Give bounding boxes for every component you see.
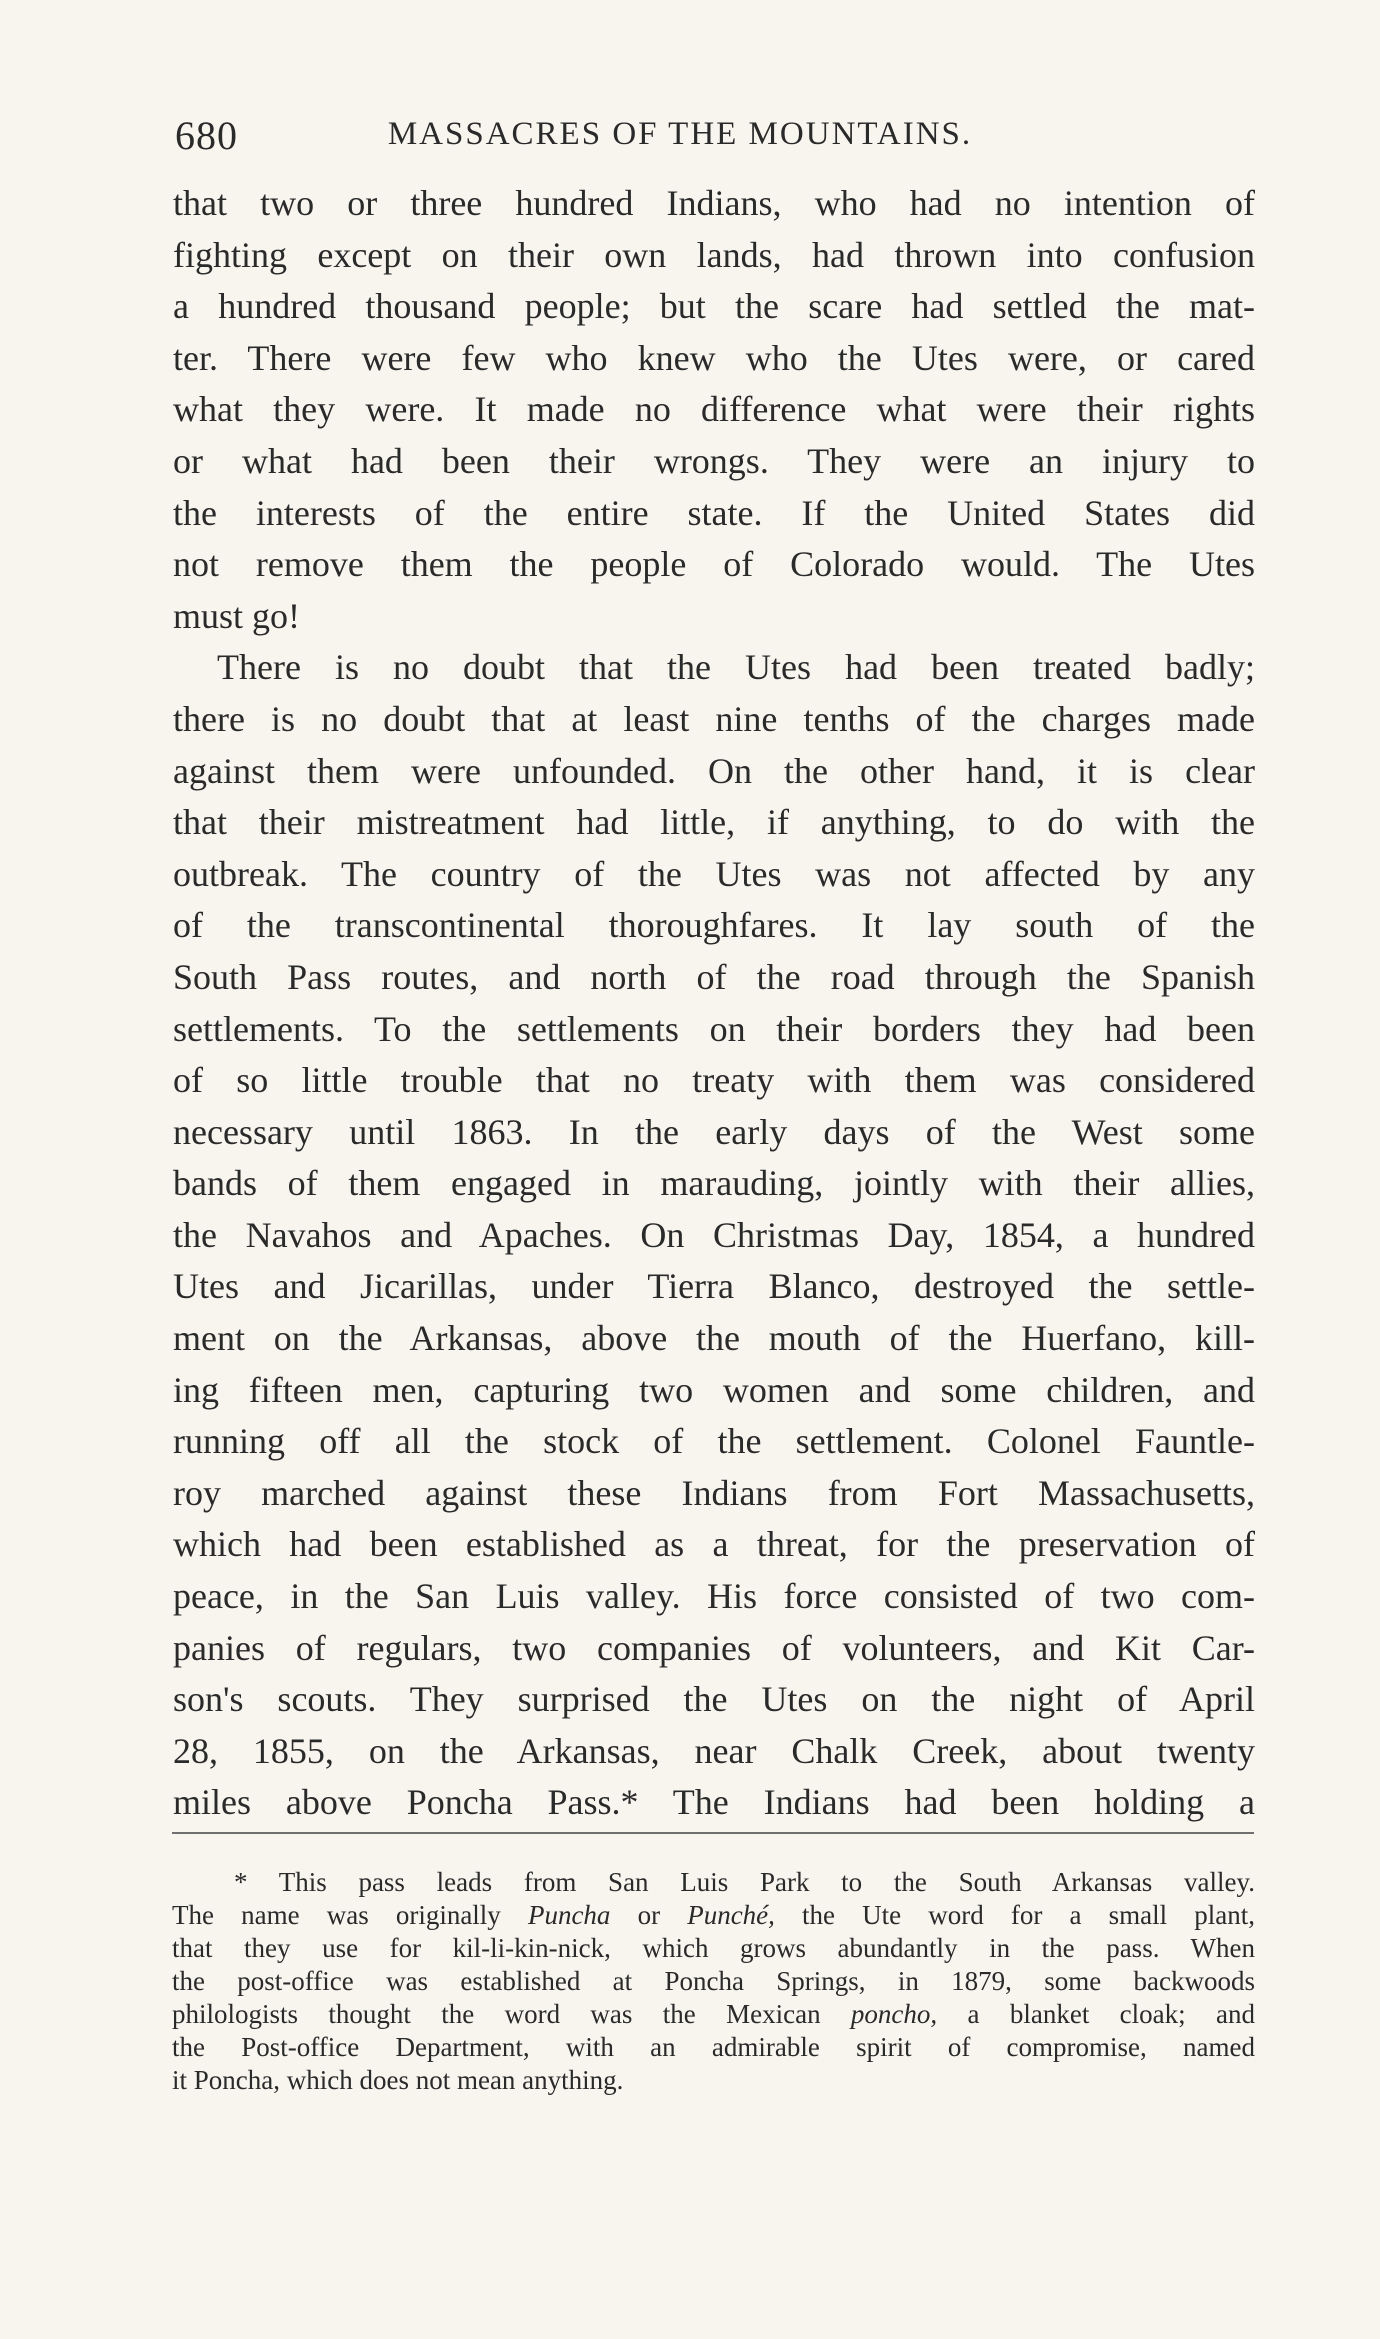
text-line: must go! <box>173 595 301 636</box>
text-line: a hundred thousand people; but the scare had settled the mat- <box>173 286 1255 327</box>
footnote-line <box>172 1998 1255 2031</box>
text-line: of so little trouble that no treaty with them was considered <box>173 1060 1255 1101</box>
text-line: outbreak. The country of the Utes was not affected by any <box>173 853 1255 894</box>
footnote-divider <box>172 1832 1254 1834</box>
text-line: settlements. To the settlements on their borders they had been <box>173 1008 1255 1049</box>
text-line: miles above Poncha Pass.* The Indians had been holding a <box>173 1782 1255 1823</box>
text-line: bands of them engaged in marauding, jointly with their allies, <box>173 1163 1255 1204</box>
text-line: South Pass routes, and north of the road through the Spanish <box>173 956 1255 997</box>
text-line: son's scouts. They surprised the Utes on the night of April <box>173 1679 1255 1720</box>
footnote-text: or <box>610 1900 688 1930</box>
text-line: there is no doubt that at least nine tenths of the charges made <box>173 698 1255 739</box>
footnote-italic-term: Puncha <box>527 1900 611 1930</box>
text-line: ment on the Arkansas, above the mouth of the Huerfano, kill- <box>173 1318 1255 1359</box>
text-line: of the transcontinental thoroughfares. It lay south of the <box>173 905 1255 946</box>
body-text <box>173 178 1255 1829</box>
footnote-line <box>172 1899 1255 1932</box>
text-line: 28, 1855, on the Arkansas, near Chalk Creek, about twenty <box>173 1730 1255 1771</box>
running-title: MASSACRES OF THE MOUNTAINS. <box>387 116 973 152</box>
footnote-text: The name was originally <box>172 1900 528 1930</box>
footnote-text: the Ute word for a small plant, <box>774 1900 1255 1930</box>
text-line: ter. There were few who knew who the Utes were, or cared <box>173 337 1255 378</box>
page-number: 680 <box>175 113 238 158</box>
text-line: necessary until 1863. In the early days of the West some <box>173 1111 1255 1152</box>
text-line: against them were unfounded. On the other hand, it is clear <box>173 750 1255 791</box>
text-line: Utes and Jicarillas, under Tierra Blanco, destroyed the settle- <box>173 1266 1255 1307</box>
text-line: that their mistreatment had little, if anything, to do with the <box>173 802 1255 843</box>
text-line: not remove them the people of Colorado would. The Utes <box>173 544 1255 585</box>
footnote-line: it Poncha, which does not mean anything. <box>172 2065 624 2095</box>
footnote-text: a blanket cloak; and <box>937 1999 1255 2029</box>
footnote <box>172 1866 1255 2097</box>
text-line: panies of regulars, two companies of volunteers, and Kit Car- <box>173 1627 1255 1668</box>
footnote-line: that they use for kil-li-kin-nick, which grows abundantly in the pass. When <box>172 1933 1255 1963</box>
text-line: running off all the stock of the settlement. Colonel Fauntle- <box>173 1421 1255 1462</box>
footnote-line: * This pass leads from San Luis Park to the South Arkansas valley. <box>234 1867 1255 1897</box>
footnote-line: the post-office was established at Poncha Springs, in 1879, some backwoods <box>172 1966 1255 1996</box>
text-line: which had been established as a threat, for the preservation of <box>173 1524 1255 1565</box>
footnote-italic-term: poncho, <box>850 1999 938 2029</box>
footnote-italic-term: Punché, <box>687 1900 775 1930</box>
page-header <box>175 112 1265 172</box>
text-line: roy marched against these Indians from Fort Massachusetts, <box>173 1472 1255 1513</box>
footnote-line: the Post-office Department, with an admirable spirit of compromise, named <box>172 2032 1255 2062</box>
text-line: the interests of the entire state. If the United States did <box>173 492 1255 533</box>
footnote-text: philologists thought the word was the Mexican <box>172 1999 851 2029</box>
text-line: that two or three hundred Indians, who had no intention of <box>173 183 1255 223</box>
paragraph-start-line: There is no doubt that the Utes had been treated badly; <box>217 647 1255 688</box>
text-line: ing fifteen men, capturing two women and some children, and <box>173 1369 1255 1410</box>
text-line: fighting except on their own lands, had thrown into confusion <box>173 234 1255 275</box>
text-line: peace, in the San Luis valley. His force consisted of two com- <box>173 1576 1255 1617</box>
text-line: the Navahos and Apaches. On Christmas Day, 1854, a hundred <box>173 1214 1255 1255</box>
text-line: or what had been their wrongs. They were an injury to <box>173 440 1255 481</box>
text-line: what they were. It made no difference what were their rights <box>173 389 1255 430</box>
